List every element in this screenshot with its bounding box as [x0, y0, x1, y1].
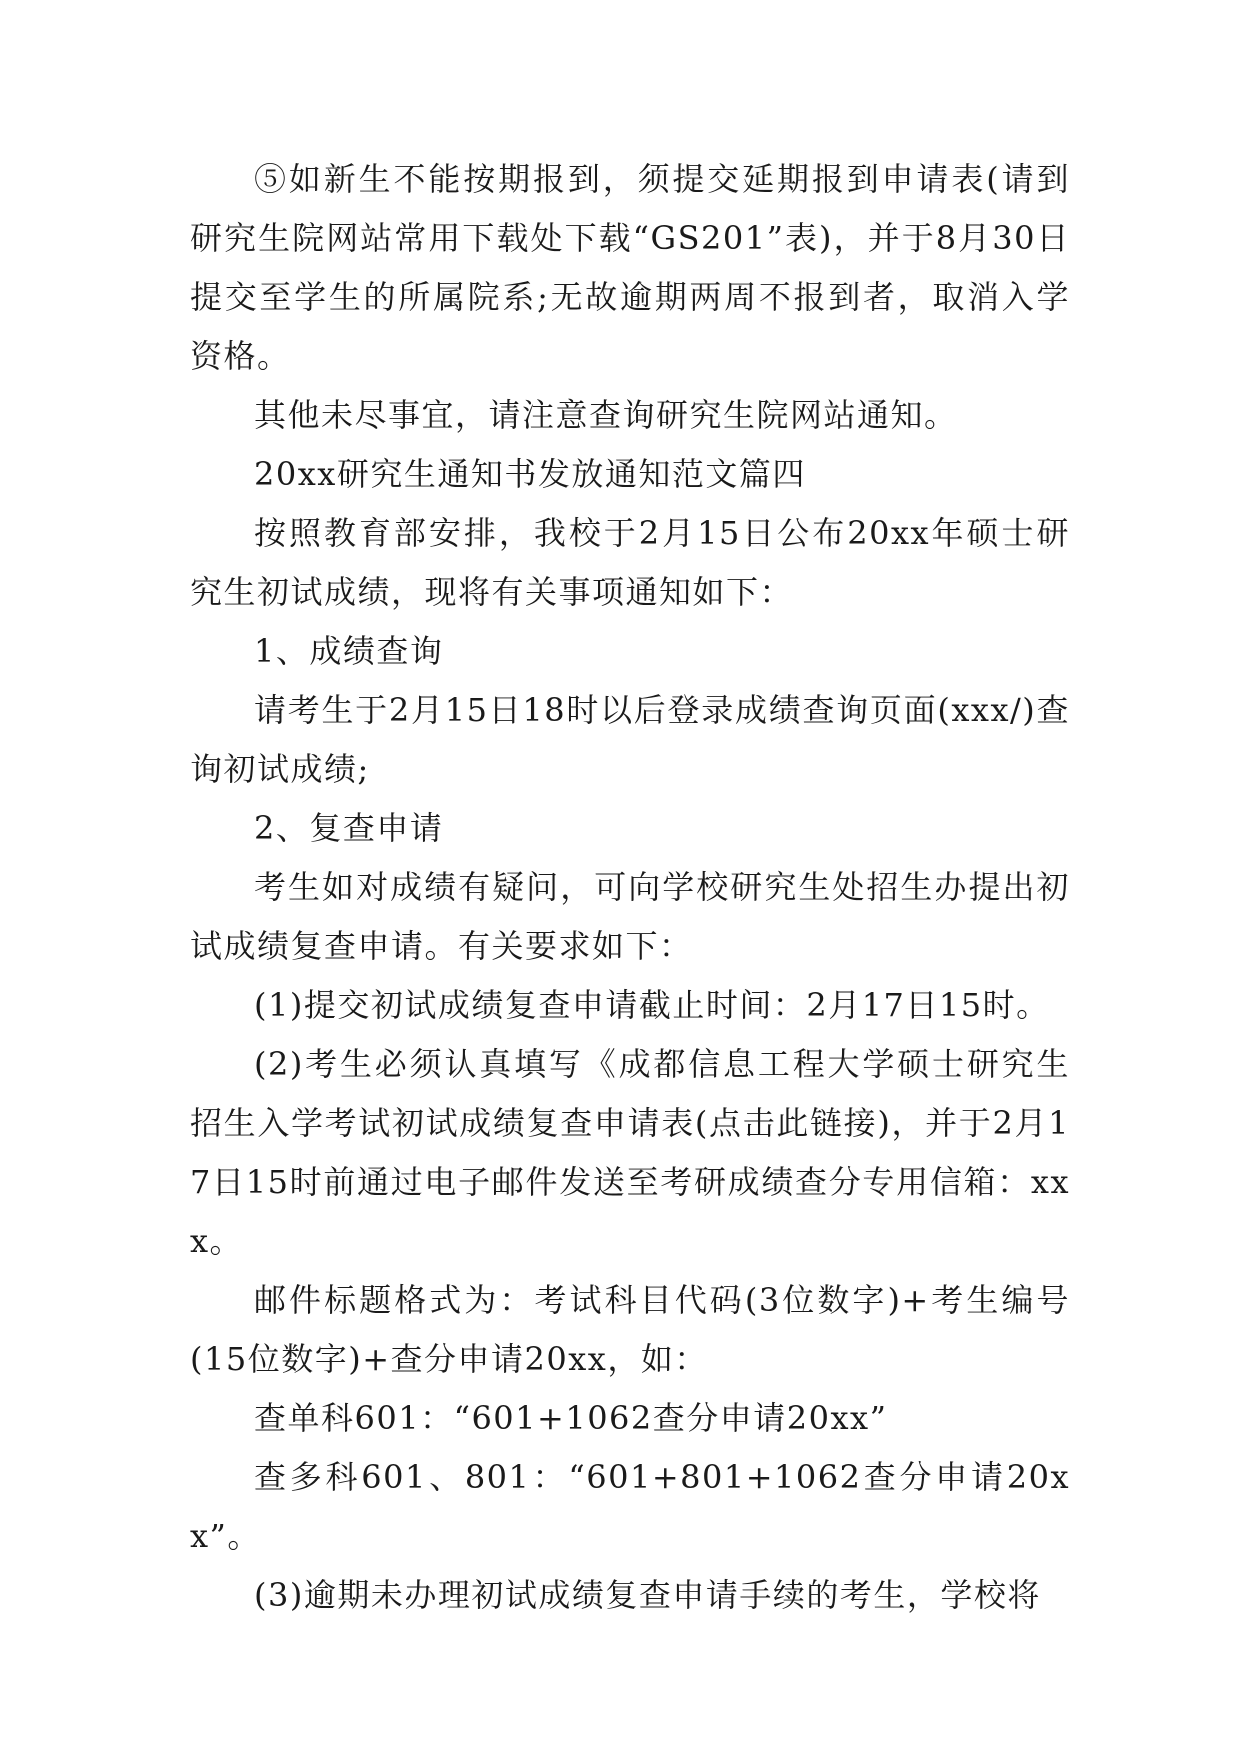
paragraph-intro: 按照教育部安排，我校于2月15日公布20xx年硕士研究生初试成绩，现将有关事项通知如下： — [190, 514, 1070, 611]
paragraph-review-request: 考生如对成绩有疑问，可向学校研究生处招生办提出初试成绩复查申请。有关要求如下： — [190, 868, 1070, 965]
example-multiple-subjects: 查多科601、801：“601+801+1062查分申请20xx”。 — [190, 1458, 1070, 1555]
paragraph-other-matters: 其他未尽事宜，请注意查询研究生院网站通知。 — [254, 396, 958, 434]
paragraph-form-instructions: (2)考生必须认真填写《成都信息工程大学硕士研究生招生入学考试初试成绩复查申请表(点击此链接)，并于2月17日15时前通过电子邮件发送至考研成绩查分专用信箱：xxx。 — [190, 1045, 1070, 1260]
paragraph-score-query: 请考生于2月15日18时以后登录成绩查询页面(xxx/)查询初试成绩; — [190, 691, 1070, 788]
example-single-subject: 查单科601：“601+1062查分申请20xx” — [254, 1399, 888, 1437]
item-heading-score-query: 1、成绩查询 — [254, 632, 444, 670]
item-heading-review-request: 2、复查申请 — [254, 809, 444, 847]
paragraph-late-registration: ⑤如新生不能按期报到，须提交延期报到申请表(请到研究生院网站常用下载处下载“GS201”表)，并于8月30日提交至学生的所属院系;无故逾期两周不报到者，取消入学资格。 — [190, 160, 1070, 375]
document-body — [190, 150, 1070, 1625]
paragraph-email-format: 邮件标题格式为：考试科目代码(3位数字)+考生编号(15位数字)+查分申请20xx，如： — [190, 1281, 1070, 1378]
section-heading: 20xx研究生通知书发放通知范文篇四 — [254, 455, 806, 493]
paragraph-overdue: (3)逾期未办理初试成绩复查申请手续的考生，学校将 — [254, 1576, 1041, 1614]
paragraph-deadline: (1)提交初试成绩复查申请截止时间：2月17日15时。 — [254, 986, 1050, 1024]
